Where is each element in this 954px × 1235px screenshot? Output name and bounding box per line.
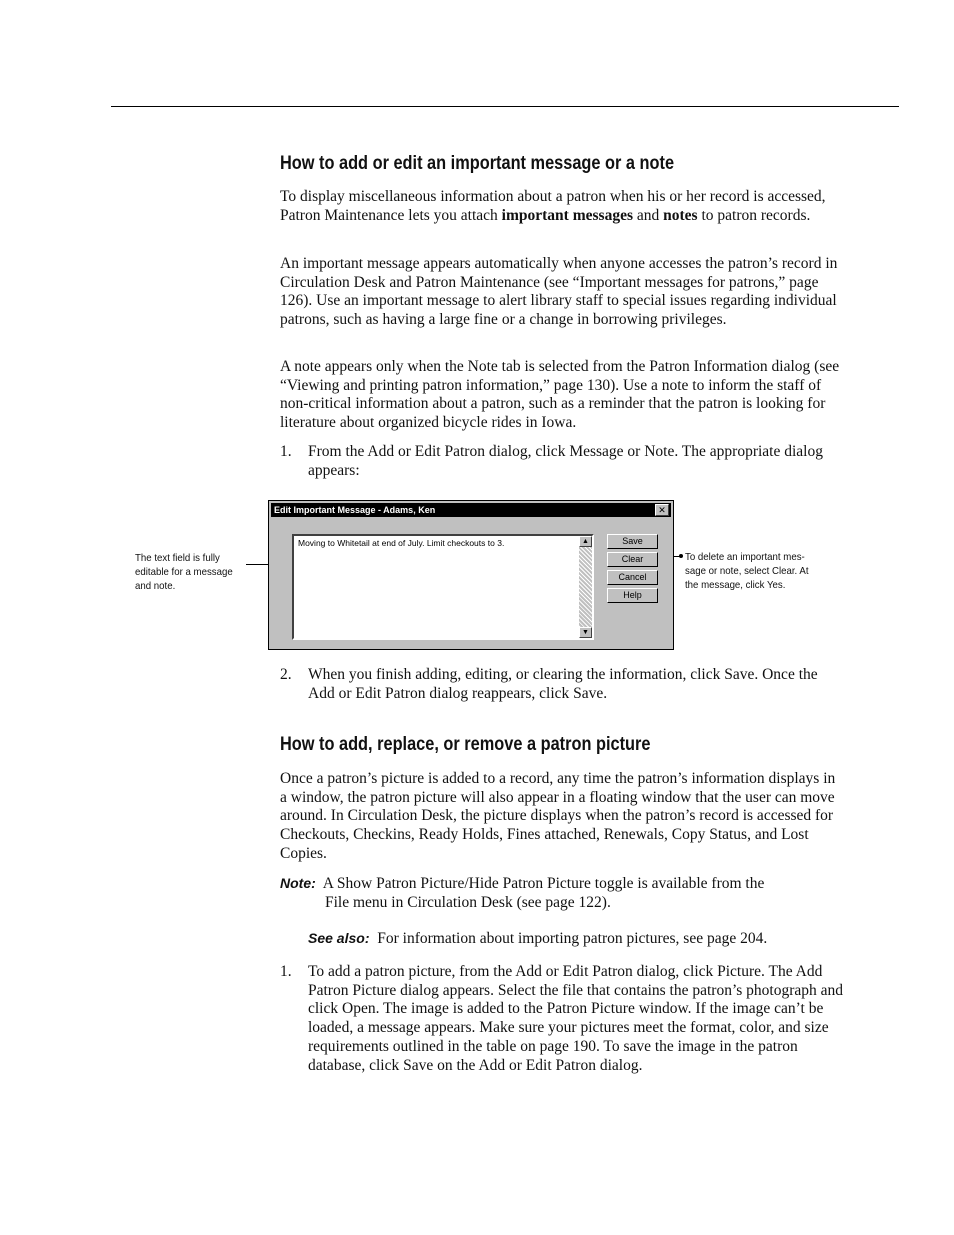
dialog-title: Edit Important Message - Adams, Ken <box>274 505 436 515</box>
paragraph-note: A note appears only when the Note tab is selected from the Patron Information dialog (see “Viewing and printing patron information,” page 130). Use a note to inform the staff of non-critical information about a patron, such as a reminder that the patron is looking for literature about organized bicycle rides in Iowa. <box>280 358 840 432</box>
header-rule <box>111 106 899 107</box>
vertical-scrollbar[interactable] <box>579 536 592 638</box>
note-block: Note: A Show Patron Picture/Hide Patron Picture toggle is available from the File menu in Circulation Desk (see page 122). <box>280 875 765 911</box>
step-2-message <box>280 666 844 703</box>
section-heading-picture: How to add, replace, or remove a patron picture <box>280 734 651 755</box>
see-also-label: See also: <box>308 930 370 946</box>
scroll-up-icon[interactable]: ▲ <box>579 536 592 547</box>
paragraph-important-message: An important message appears automatically when anyone accesses the patron’s record in Circulation Desk and Patron Maintenance (see “Important messages for patrons,” page 126). Use an important message to alert library staff to special issues regarding individual patrons, such as having a large fine or a change in borrowing privileges. <box>280 255 838 329</box>
step-number: 1. <box>280 443 292 460</box>
see-also-block: See also: For information about importing patron pictures, see page 204. <box>308 930 768 947</box>
paragraph-patron-picture: Once a patron’s picture is added to a record, any time the patron’s information displays in a window, the patron picture will also appear in a floating window that the user can move around. In Circulation Desk, the picture displays when the patron’s record is accessed for Checkouts, Checkins, Ready Holds, Fines attached, Renewals, Copy Status, and Lost Copies. <box>280 770 836 862</box>
save-button[interactable]: Save <box>607 534 658 549</box>
step-number: 1. <box>280 963 292 980</box>
step-number: 2. <box>280 666 292 683</box>
paragraph-intro: To display miscellaneous information about a patron when his or her record is accessed, Patron Maintenance lets you attach important messages and notes to patron records. <box>280 188 826 224</box>
step-text: When you finish adding, editing, or clearing the information, click Save. Once the Add or Edit Patron dialog reappears, click Save. <box>308 666 818 702</box>
scroll-down-icon[interactable]: ▼ <box>579 627 592 638</box>
clear-button[interactable]: Clear <box>607 552 658 567</box>
callout-text-field: The text field is fully editable for a message and note. <box>135 552 233 592</box>
callout-clear-button: To delete an important mes- sage or note, select Clear. At the message, click Yes. <box>685 551 809 591</box>
cancel-button[interactable]: Cancel <box>607 570 658 585</box>
note-label: Note: <box>280 875 316 891</box>
step-1-picture <box>280 963 844 1075</box>
callout-dot <box>679 554 683 558</box>
dialog-titlebar <box>271 503 671 517</box>
step-text: From the Add or Edit Patron dialog, click Message or Note. The appropriate dialog appears: <box>308 443 823 479</box>
step-1-message <box>280 443 844 480</box>
message-textarea[interactable] <box>292 534 594 640</box>
edit-important-message-dialog <box>268 500 674 650</box>
message-text: Moving to Whitetail at end of July. Limit checkouts to 3. <box>298 538 505 548</box>
step-text: To add a patron picture, from the Add or Edit Patron dialog, click Picture. The Add Patron Picture dialog appears. Select the file that contains the patron’s photograph and click Open. The image is added to the Patron Picture window. If the image can’t be loaded, a message appears. Make sure your pictures meet the format, color, and size requirements outlined in the table on page 190. To save the image in the patron database, click Save on the Add or Edit Patron dialog. <box>308 963 844 1074</box>
help-button[interactable]: Help <box>607 588 658 603</box>
section-heading-message: How to add or edit an important message or a note <box>280 153 675 174</box>
close-icon[interactable]: ✕ <box>655 504 669 516</box>
